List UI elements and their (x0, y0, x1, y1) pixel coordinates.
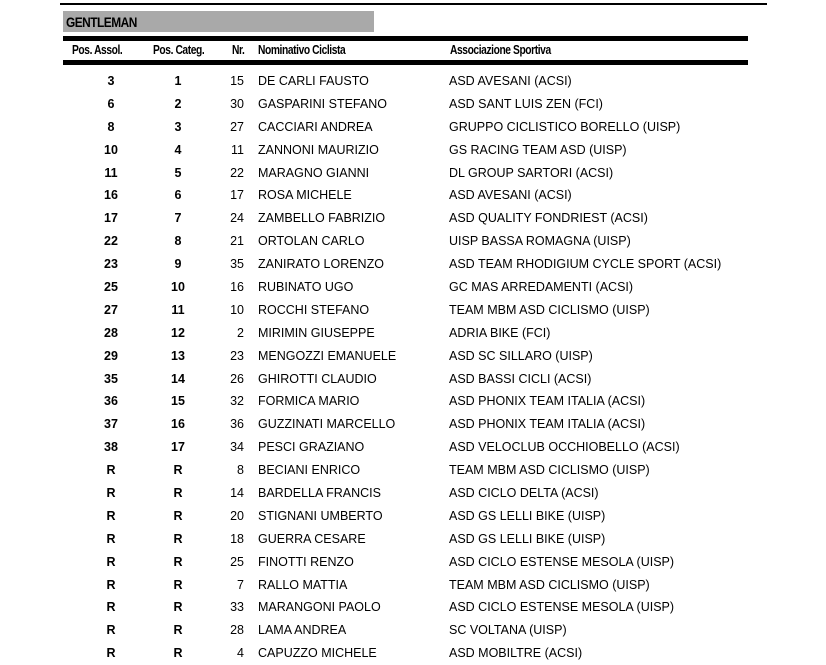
pos-categ-cell: 5 (174, 165, 182, 180)
pos-categ-cell: 15 (171, 394, 185, 409)
pos-assol-cell: 25 (104, 280, 118, 295)
pos-assol-cell: 22 (104, 234, 118, 249)
pos-categ-cell: R (173, 531, 183, 546)
pos-assol-cell: R (106, 508, 116, 523)
pos-assol-cell: 16 (104, 188, 118, 203)
assoc-cell: ADRIA BIKE (FCI) (449, 325, 551, 340)
header-nominativo: Nominativo Ciclista (258, 43, 346, 57)
name-cell: STIGNANI UMBERTO (258, 508, 383, 523)
table-row (0, 368, 826, 391)
assoc-cell: ASD AVESANI (ACSI) (449, 74, 572, 88)
table-row (0, 116, 826, 139)
table-header (0, 42, 826, 59)
pos-categ-cell: 3 (174, 119, 182, 134)
pos-categ-cell: R (173, 623, 183, 638)
pos-categ-cell: 7 (174, 211, 182, 226)
nr-cell: 10 (230, 302, 244, 317)
name-cell: CACCIARI ANDREA (258, 119, 373, 134)
pos-categ-cell: 6 (174, 188, 182, 203)
name-cell: BECIANI ENRICO (258, 463, 361, 478)
assoc-cell: ASD VELOCLUB OCCHIOBELLO (ACSI) (449, 440, 680, 455)
top-rule (60, 3, 767, 5)
pos-categ-cell: 9 (174, 257, 182, 272)
name-cell: ZAMBELLO FABRIZIO (258, 211, 386, 226)
pos-assol-cell: 11 (104, 165, 118, 180)
assoc-cell: UISP BASSA ROMAGNA (UISP) (449, 234, 631, 249)
assoc-cell: ASD QUALITY FONDRIEST (ACSI) (449, 211, 648, 226)
assoc-cell: GC MAS ARREDAMENTI (ACSI) (449, 280, 634, 295)
pos-categ-cell: 13 (171, 348, 185, 363)
name-cell: MARAGNO GIANNI (258, 165, 370, 180)
table-row (0, 619, 826, 642)
table-row (0, 93, 826, 116)
name-cell: MIRIMIN GIUSEPPE (258, 325, 375, 340)
pos-assol-cell: R (106, 623, 116, 638)
pos-assol-cell: 17 (104, 211, 118, 226)
pos-assol-cell: R (106, 531, 116, 546)
name-cell: PESCI GRAZIANO (258, 440, 365, 455)
assoc-cell: TEAM MBM ASD CICLISMO (UISP) (449, 577, 650, 592)
nr-cell: 24 (230, 211, 244, 226)
pos-categ-cell: R (173, 646, 183, 661)
nr-cell: 16 (230, 280, 244, 295)
nr-cell: 20 (230, 508, 244, 523)
assoc-cell: ASD PHONIX TEAM ITALIA (ACSI) (449, 394, 646, 409)
assoc-cell: ASD CICLO ESTENSE MESOLA (UISP) (449, 600, 675, 615)
table-row (0, 162, 826, 185)
name-cell: LAMA ANDREA (258, 623, 347, 638)
table-row (0, 345, 826, 368)
name-cell: ZANIRATO LORENZO (258, 257, 384, 272)
nr-cell: 18 (230, 531, 244, 546)
nr-cell: 23 (230, 348, 244, 363)
pos-assol-cell: 10 (104, 142, 118, 157)
name-cell: GUERRA CESARE (258, 531, 366, 546)
table-row (0, 139, 826, 162)
pos-assol-cell: 37 (104, 417, 118, 432)
header-pos-categ: Pos. Categ. (153, 43, 205, 57)
pos-categ-cell: 11 (171, 302, 185, 317)
table-row (0, 276, 826, 299)
pos-assol-cell: R (106, 554, 116, 569)
pos-assol-cell: 6 (107, 96, 115, 111)
pos-assol-cell: R (106, 463, 116, 478)
nr-cell: 4 (237, 646, 244, 661)
table-row (0, 528, 826, 551)
results-table-body (0, 70, 826, 665)
nr-cell: 34 (230, 440, 244, 455)
nr-cell: 25 (230, 554, 244, 569)
header-nr: Nr. (232, 43, 245, 57)
nr-cell: 33 (230, 600, 244, 615)
pos-categ-cell: R (173, 463, 183, 478)
header-associazione: Associazione Sportiva (450, 43, 551, 57)
name-cell: RUBINATO UGO (258, 280, 354, 295)
nr-cell: 22 (230, 165, 244, 180)
pos-categ-cell: 12 (171, 325, 185, 340)
table-row (0, 574, 826, 597)
assoc-cell: GRUPPO CICLISTICO BORELLO (UISP) (449, 119, 681, 134)
pos-assol-cell: R (106, 577, 116, 592)
pos-categ-cell: R (173, 486, 183, 501)
pos-categ-cell: R (173, 600, 183, 615)
pos-assol-cell: 27 (104, 302, 118, 317)
table-row (0, 184, 826, 207)
name-cell: GUZZINATI MARCELLO (258, 417, 396, 432)
assoc-cell: ASD GS LELLI BIKE (UISP) (449, 508, 606, 523)
table-row (0, 551, 826, 574)
nr-cell: 27 (230, 119, 244, 134)
assoc-cell: ASD TEAM RHODIGIUM CYCLE SPORT (ACSI) (449, 257, 722, 272)
assoc-cell: ASD CICLO DELTA (ACSI) (449, 486, 599, 501)
nr-cell: 30 (230, 96, 244, 111)
name-cell: FINOTTI RENZO (258, 554, 354, 569)
nr-cell: 28 (230, 623, 244, 638)
name-cell: GASPARINI STEFANO (258, 96, 387, 111)
nr-cell: 7 (237, 577, 244, 592)
assoc-cell: TEAM MBM ASD CICLISMO (UISP) (449, 463, 650, 478)
nr-cell: 17 (230, 188, 244, 203)
table-row (0, 596, 826, 619)
assoc-cell: ASD BASSI CICLI (ACSI) (449, 371, 592, 386)
pos-assol-cell: R (106, 646, 116, 661)
assoc-cell: ASD PHONIX TEAM ITALIA (ACSI) (449, 417, 646, 432)
table-row (0, 230, 826, 253)
pos-assol-cell: R (106, 486, 116, 501)
pos-categ-cell: 1 (174, 74, 182, 88)
name-cell: CAPUZZO MICHELE (258, 646, 377, 661)
pos-assol-cell: 35 (104, 371, 118, 386)
table-row (0, 390, 826, 413)
pos-categ-cell: 16 (171, 417, 185, 432)
assoc-cell: GS RACING TEAM ASD (UISP) (449, 142, 627, 157)
header-rule-bottom (63, 60, 748, 65)
nr-cell: 35 (230, 257, 244, 272)
pos-categ-cell: 17 (171, 440, 185, 455)
pos-categ-cell: 14 (171, 371, 185, 386)
header-pos-assol: Pos. Assol. (72, 43, 123, 57)
table-row (0, 299, 826, 322)
pos-categ-cell: 4 (174, 142, 182, 157)
name-cell: FORMICA MARIO (258, 394, 360, 409)
assoc-cell: ASD MOBILTRE (ACSI) (449, 646, 583, 661)
table-row (0, 253, 826, 276)
assoc-cell: ASD GS LELLI BIKE (UISP) (449, 531, 606, 546)
nr-cell: 2 (237, 325, 244, 340)
name-cell: RALLO MATTIA (258, 577, 348, 592)
pos-assol-cell: 38 (104, 440, 118, 455)
pos-assol-cell: 36 (104, 394, 118, 409)
table-row (0, 70, 826, 93)
name-cell: GHIROTTI CLAUDIO (258, 371, 377, 386)
name-cell: BARDELLA FRANCIS (258, 486, 381, 501)
table-row (0, 436, 826, 459)
name-cell: ORTOLAN CARLO (258, 234, 365, 249)
assoc-cell: ASD CICLO ESTENSE MESOLA (UISP) (449, 554, 675, 569)
pos-assol-cell: 3 (107, 74, 115, 88)
nr-cell: 11 (231, 142, 244, 157)
name-cell: MENGOZZI EMANUELE (258, 348, 397, 363)
assoc-cell: SC VOLTANA (UISP) (449, 623, 567, 638)
pos-categ-cell: R (173, 577, 183, 592)
pos-assol-cell: 29 (104, 348, 118, 363)
assoc-cell: ASD SANT LUIS ZEN (FCI) (449, 96, 603, 111)
table-row (0, 482, 826, 505)
nr-cell: 36 (230, 417, 244, 432)
pos-assol-cell: 8 (107, 119, 115, 134)
nr-cell: 26 (230, 371, 244, 386)
assoc-cell: DL GROUP SARTORI (ACSI) (449, 165, 614, 180)
pos-assol-cell: 28 (104, 325, 118, 340)
nr-cell: 14 (230, 486, 244, 501)
nr-cell: 8 (237, 463, 244, 478)
pos-categ-cell: R (173, 554, 183, 569)
pos-categ-cell: R (173, 508, 183, 523)
name-cell: MARANGONI PAOLO (258, 600, 381, 615)
nr-cell: 15 (230, 74, 244, 88)
name-cell: DE CARLI FAUSTO (258, 74, 369, 88)
assoc-cell: TEAM MBM ASD CICLISMO (UISP) (449, 302, 650, 317)
nr-cell: 21 (230, 234, 244, 249)
name-cell: ROCCHI STEFANO (258, 302, 370, 317)
name-cell: ROSA MICHELE (258, 188, 352, 203)
pos-categ-cell: 10 (171, 280, 185, 295)
pos-assol-cell: 23 (104, 257, 118, 272)
header-rule-top (63, 36, 748, 41)
pos-assol-cell: R (106, 600, 116, 615)
nr-cell: 32 (230, 394, 244, 409)
table-row (0, 322, 826, 345)
assoc-cell: ASD AVESANI (ACSI) (449, 188, 572, 203)
table-row (0, 413, 826, 436)
table-row (0, 505, 826, 528)
table-row (0, 207, 826, 230)
assoc-cell: ASD SC SILLARO (UISP) (449, 348, 593, 363)
table-row (0, 642, 826, 665)
pos-categ-cell: 2 (174, 96, 182, 111)
category-title: GENTLEMAN (66, 14, 137, 30)
name-cell: ZANNONI MAURIZIO (258, 142, 379, 157)
table-row (0, 459, 826, 482)
pos-categ-cell: 8 (174, 234, 182, 249)
